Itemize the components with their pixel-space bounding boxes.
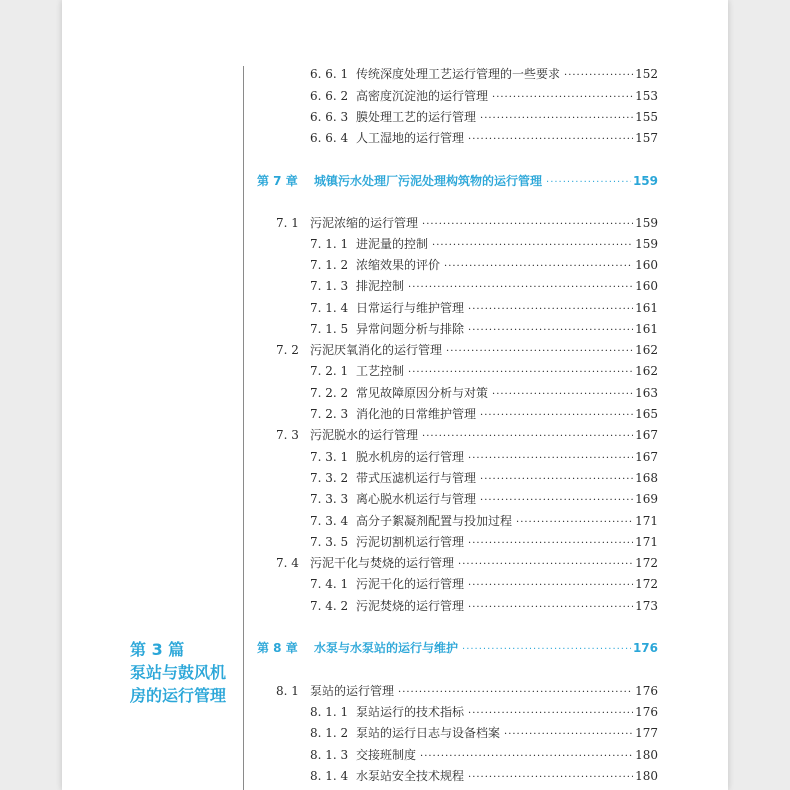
leader-dots [546, 175, 631, 191]
subsection-entry [310, 300, 658, 318]
leader-dots [422, 217, 633, 233]
entry-page-number: 161 [635, 301, 658, 315]
entry-title: 人工湿地的运行管理 [356, 131, 465, 145]
entry-title: 高密度沉淀池的运行管理 [356, 89, 489, 103]
entry-page-number: 162 [635, 343, 658, 357]
entry-page-number: 172 [635, 577, 658, 591]
entry-number: 7. 2. 1 [310, 364, 349, 378]
entry-page-number: 172 [635, 556, 658, 570]
entry-title: 泵站的运行管理 [310, 684, 395, 698]
entry-title: 浓缩效果的评价 [356, 258, 441, 272]
leader-dots [468, 536, 633, 552]
leader-dots [432, 238, 633, 254]
subsection-entry [310, 88, 658, 106]
entry-page-number: 171 [635, 514, 658, 528]
entry-page-number: 161 [635, 322, 658, 336]
subsection-entry [310, 725, 658, 743]
entry-number: 7. 4. 1 [310, 577, 349, 591]
entry-page-number: 152 [635, 67, 658, 81]
entry-title: 水泵与水泵站的运行与维护 [314, 641, 459, 655]
entry-number: 7. 1 [276, 216, 299, 230]
entry-number: 7. 3. 4 [310, 514, 349, 528]
section-entry [276, 427, 658, 445]
entry-number: 7. 2. 2 [310, 386, 349, 400]
entry-number: 7. 1. 3 [310, 279, 349, 293]
entry-title: 污泥切割机运行管理 [356, 535, 465, 549]
entry-number: 8. 1. 4 [310, 769, 349, 783]
leader-dots [480, 493, 633, 509]
entry-page-number: 180 [635, 748, 658, 762]
entry-number: 7. 3. 1 [310, 450, 349, 464]
entry-title: 泵站运行的技术指标 [356, 705, 465, 719]
subsection-entry [310, 768, 658, 786]
entry-title: 高分子絮凝剂配置与投加过程 [356, 514, 513, 528]
entry-title: 污泥干化与焚烧的运行管理 [310, 556, 455, 570]
entry-page-number: 171 [635, 535, 658, 549]
section-entry [276, 215, 658, 233]
entry-number: 7. 3 [276, 428, 299, 442]
entry-title: 污泥焚烧的运行管理 [356, 599, 465, 613]
subsection-entry [310, 449, 658, 467]
leader-dots [468, 451, 633, 467]
leader-dots [468, 323, 633, 339]
entry-title: 污泥浓缩的运行管理 [310, 216, 419, 230]
entry-number: 8. 1. 2 [310, 726, 349, 740]
entry-title: 脱水机房的运行管理 [356, 450, 465, 464]
leader-dots [564, 68, 633, 84]
entry-page-number: 163 [635, 386, 658, 400]
section-entry [276, 683, 658, 701]
entry-page-number: 159 [632, 174, 658, 188]
entry-page-number: 169 [635, 492, 658, 506]
entry-number: 第 7 章 [257, 174, 298, 188]
subsection-entry [310, 704, 658, 722]
entry-number: 第 8 章 [257, 641, 298, 655]
entry-number: 6. 6. 1 [310, 67, 349, 81]
entry-title: 污泥干化的运行管理 [356, 577, 465, 591]
entry-number: 7. 3. 3 [310, 492, 349, 506]
entry-page-number: 168 [635, 471, 658, 485]
subsection-entry [310, 257, 658, 275]
entry-number: 7. 1. 2 [310, 258, 349, 272]
leader-dots [468, 578, 633, 594]
entry-number: 7. 4 [276, 556, 299, 570]
leader-dots [468, 132, 633, 148]
entry-number: 8. 1. 3 [310, 748, 349, 762]
entry-title: 膜处理工艺的运行管理 [356, 110, 477, 124]
entry-number: 6. 6. 4 [310, 131, 349, 145]
entry-page-number: 160 [635, 258, 658, 272]
leader-dots [408, 365, 633, 381]
entry-title: 日常运行与维护管理 [356, 301, 465, 315]
leader-dots [516, 515, 633, 531]
subsection-entry [310, 363, 658, 381]
entry-page-number: 180 [635, 769, 658, 783]
entry-title: 城镇污水处理厂污泥处理构筑物的运行管理 [314, 174, 543, 188]
entry-page-number: 176 [635, 684, 658, 698]
entry-page-number: 162 [635, 364, 658, 378]
leader-dots [468, 302, 633, 318]
leader-dots [468, 706, 633, 722]
entry-number: 8. 1 [276, 684, 299, 698]
entry-number: 7. 2. 3 [310, 407, 349, 421]
chapter-entry [257, 640, 658, 658]
entry-page-number: 159 [635, 237, 658, 251]
subsection-entry [310, 406, 658, 424]
entry-title: 污泥脱水的运行管理 [310, 428, 419, 442]
leader-dots [480, 408, 633, 424]
subsection-entry [310, 236, 658, 254]
chapter-entry [257, 173, 658, 191]
leader-dots [492, 90, 633, 106]
entry-number: 6. 6. 3 [310, 110, 349, 124]
entry-number: 8. 1. 1 [310, 705, 349, 719]
subsection-entry [310, 130, 658, 148]
leader-dots [422, 429, 633, 445]
entry-page-number: 153 [635, 89, 658, 103]
leader-dots [458, 557, 633, 573]
subsection-entry [310, 534, 658, 552]
subsection-entry [310, 747, 658, 765]
leader-dots [420, 749, 633, 765]
subsection-entry [310, 385, 658, 403]
entry-title: 污泥厌氧消化的运行管理 [310, 343, 443, 357]
subsection-entry [310, 278, 658, 296]
subsection-entry [310, 491, 658, 509]
section-entry [276, 342, 658, 360]
entry-title: 水泵站安全技术规程 [356, 769, 465, 783]
subsection-entry [310, 598, 658, 616]
leader-dots [468, 770, 633, 786]
entry-page-number: 160 [635, 279, 658, 293]
entry-title: 进泥量的控制 [356, 237, 429, 251]
entry-title: 常见故障原因分析与对策 [356, 386, 489, 400]
entry-title: 传统深度处理工艺运行管理的一些要求 [356, 67, 561, 81]
entry-number: 7. 4. 2 [310, 599, 349, 613]
entry-title: 消化池的日常维护管理 [356, 407, 477, 421]
entry-number: 7. 3. 5 [310, 535, 349, 549]
part-title-line-2: 房的运行管理 [130, 686, 227, 705]
entry-page-number: 167 [635, 428, 658, 442]
leader-dots [446, 344, 633, 360]
subsection-entry [310, 470, 658, 488]
subsection-entry [310, 321, 658, 339]
leader-dots [480, 111, 633, 127]
entry-title: 异常问题分析与排除 [356, 322, 465, 336]
entry-page-number: 176 [632, 641, 658, 655]
leader-dots [408, 280, 633, 296]
leader-dots [480, 472, 633, 488]
entry-page-number: 155 [635, 110, 658, 124]
part-title-line-1: 泵站与鼓风机 [130, 663, 227, 682]
leader-dots [468, 600, 633, 616]
entry-number: 7. 1. 5 [310, 322, 349, 336]
entry-page-number: 159 [635, 216, 658, 230]
entry-title: 工艺控制 [356, 364, 405, 378]
section-entry [276, 555, 658, 573]
subsection-entry [310, 576, 658, 594]
subsection-entry [310, 66, 658, 84]
entry-number: 7. 2 [276, 343, 299, 357]
subsection-entry [310, 513, 658, 531]
part-label: 第 3 篇 [130, 640, 185, 659]
entry-title: 带式压滤机运行与管理 [356, 471, 477, 485]
entry-page-number: 157 [635, 131, 658, 145]
entry-page-number: 165 [635, 407, 658, 421]
entry-number: 7. 3. 2 [310, 471, 349, 485]
leader-dots [492, 387, 633, 403]
leader-dots [462, 642, 631, 658]
leader-dots [444, 259, 633, 275]
entry-number: 6. 6. 2 [310, 89, 349, 103]
leader-dots [504, 727, 633, 743]
entry-title: 交接班制度 [356, 748, 417, 762]
entry-page-number: 167 [635, 450, 658, 464]
entry-number: 7. 1. 1 [310, 237, 349, 251]
entry-number: 7. 1. 4 [310, 301, 349, 315]
subsection-entry [310, 109, 658, 127]
leader-dots [398, 685, 633, 701]
entry-page-number: 173 [635, 599, 658, 613]
entry-title: 泵站的运行日志与设备档案 [356, 726, 501, 740]
entry-page-number: 176 [635, 705, 658, 719]
entry-title: 离心脱水机运行与管理 [356, 492, 477, 506]
entry-page-number: 177 [635, 726, 658, 740]
entry-title: 排泥控制 [356, 279, 405, 293]
